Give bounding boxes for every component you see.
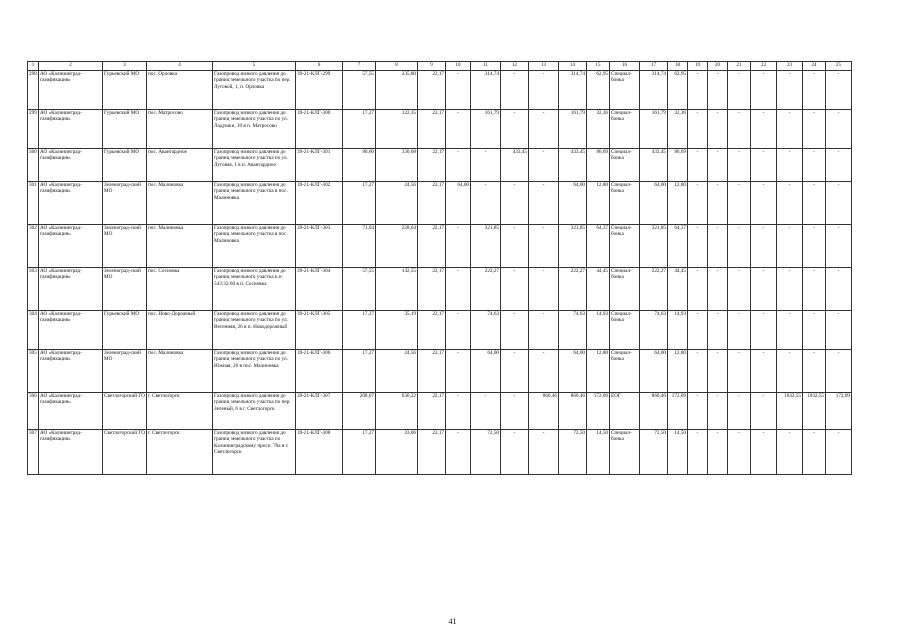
table-cell: -	[501, 268, 529, 311]
table-cell: -	[688, 350, 708, 393]
table-cell: 306	[28, 393, 39, 430]
table-cell: 860,46	[640, 393, 668, 430]
table-cell: -	[688, 182, 708, 225]
table-cell: -	[501, 350, 529, 393]
column-number: 12	[501, 62, 529, 71]
table-cell: -	[728, 268, 751, 311]
table-cell: 172,09	[587, 393, 610, 430]
table-cell: 208,07	[343, 393, 376, 430]
table-cell: 161,79	[640, 110, 668, 149]
table-cell: -	[751, 268, 777, 311]
table-cell: 71,04	[343, 225, 376, 268]
table-cell: 330,68	[376, 149, 418, 182]
table-cell: -	[728, 225, 751, 268]
table-cell: АО «Калининград-газификация»	[39, 430, 103, 475]
table-cell: Светлогорский ГО	[103, 393, 147, 430]
table-cell: -	[446, 225, 471, 268]
table-cell: пос. Матросово	[147, 110, 213, 149]
table-cell: 17,27	[343, 182, 376, 225]
table-row	[28, 225, 852, 268]
table-cell: 321,85	[559, 225, 587, 268]
column-number: 8	[376, 62, 418, 71]
table-cell: -	[446, 71, 471, 110]
table-cell: 860,46	[559, 393, 587, 430]
table-cell: -	[471, 393, 501, 430]
table-cell: 86,69	[587, 149, 610, 182]
table-cell: 22,17	[418, 71, 446, 110]
table-cell: -	[803, 225, 826, 268]
table-cell: -	[751, 149, 777, 182]
table-cell: 22,17	[418, 149, 446, 182]
table-cell: 24,56	[376, 350, 418, 393]
table-cell: 39-21-КЛГ-300	[296, 110, 343, 149]
table-cell: -	[751, 225, 777, 268]
table-cell: пос. Малиновка	[147, 182, 213, 225]
table-cell: 39-21-КЛГ-303	[296, 225, 343, 268]
table-cell: Газопровод низкого давления до границ земельного участка по ул. Ладушки, 10 в п. Матросово	[213, 110, 296, 149]
table-cell: Газопровод низкого давления до границ земельного участка в пос. Малиновка	[213, 182, 296, 225]
table-cell: -	[708, 149, 728, 182]
table-cell: Зеленоград-ский МО	[103, 225, 147, 268]
column-number: 23	[777, 62, 803, 71]
table-cell: -	[501, 430, 529, 475]
table-cell: -	[708, 311, 728, 350]
table-cell: 32,36	[668, 110, 688, 149]
table-cell: -	[803, 311, 826, 350]
table-cell: АО «Калининград-газификация»	[39, 149, 103, 182]
column-number: 21	[728, 62, 751, 71]
table-cell: 14,93	[587, 311, 610, 350]
table-cell: 64,37	[587, 225, 610, 268]
table-cell: -	[529, 311, 559, 350]
table-cell: 228,64	[376, 225, 418, 268]
table-cell: 57,55	[343, 71, 376, 110]
table-cell: 14,50	[668, 430, 688, 475]
table-cell: АО «Калининград-газификация»	[39, 311, 103, 350]
table-cell: 44,45	[668, 268, 688, 311]
table-row	[28, 350, 852, 393]
table-row	[28, 268, 852, 311]
table-cell: 321,85	[640, 225, 668, 268]
table-cell: 72,50	[640, 430, 668, 475]
table-cell: -	[446, 149, 471, 182]
table-cell: 39-21-КЛГ-305	[296, 311, 343, 350]
table-cell: Газопровод низкого давления до границ земельного участка по пер. Зеленый, 6 в г. Светлогорск	[213, 393, 296, 430]
column-number: 17	[640, 62, 668, 71]
table-cell: -	[529, 225, 559, 268]
table-cell: 74,63	[640, 311, 668, 350]
table-cell: -	[777, 182, 803, 225]
table-cell: -	[529, 268, 559, 311]
table-cell: 39-21-КЛГ-304	[296, 268, 343, 311]
table-cell: пос. Малиновка	[147, 225, 213, 268]
table-cell: -	[501, 71, 529, 110]
table-cell: Специал-бонка	[610, 268, 640, 311]
table-cell: 33,06	[376, 430, 418, 475]
table-cell: -	[728, 71, 751, 110]
table-cell: 62,95	[668, 71, 688, 110]
table-cell: Зеленоград-ский МО	[103, 268, 147, 311]
table-cell: 161,79	[559, 110, 587, 149]
table-cell: 12,80	[668, 350, 688, 393]
table-cell: -	[826, 311, 852, 350]
table-cell: АО «Калининград-газификация»	[39, 71, 103, 110]
table-cell: 321,85	[471, 225, 501, 268]
table-cell: -	[688, 393, 708, 430]
table-cell: АО «Калининград-газификация»	[39, 225, 103, 268]
table-row	[28, 182, 852, 225]
table-cell: Зеленоград-ский МО	[103, 350, 147, 393]
table-cell: -	[803, 268, 826, 311]
table-cell: -	[688, 149, 708, 182]
table-cell: 1032,55	[777, 393, 803, 430]
table-cell: 74,63	[559, 311, 587, 350]
column-number: 9	[418, 62, 446, 71]
table-cell: -	[751, 393, 777, 430]
table-cell: 62,95	[587, 71, 610, 110]
table-cell: 22,17	[418, 182, 446, 225]
table-cell: -	[777, 311, 803, 350]
table-cell: -	[777, 71, 803, 110]
table-cell: 22,17	[418, 393, 446, 430]
table-cell: -	[777, 350, 803, 393]
table-cell: -	[728, 182, 751, 225]
table-cell: Газопровод низкого давления до границ земельного участка по пер. Луговой, 1, п. Орловка	[213, 71, 296, 110]
table-cell: -	[501, 311, 529, 350]
table-cell: 64,00	[640, 350, 668, 393]
table-cell: 12,80	[668, 182, 688, 225]
table-cell: 161,79	[471, 110, 501, 149]
table-cell: 14,50	[587, 430, 610, 475]
table-cell: 1032,55	[803, 393, 826, 430]
table-cell: Газопровод низкого давления до границ земельного участка к.н. 543:32:60 в п. Сосновка	[213, 268, 296, 311]
table-cell: 35,19	[376, 311, 418, 350]
table-cell: -	[446, 430, 471, 475]
table-row	[28, 393, 852, 430]
table-cell: 22,17	[418, 350, 446, 393]
table-cell: 64,00	[559, 350, 587, 393]
table-cell: -	[708, 225, 728, 268]
table-cell: Гурьевский МО	[103, 110, 147, 149]
table-cell: пос. Орловка	[147, 71, 213, 110]
table-cell: -	[446, 311, 471, 350]
table-cell: -	[688, 311, 708, 350]
table-cell: АО «Калининград-газификация»	[39, 110, 103, 149]
table-cell: АО «Калининград-газификация»	[39, 393, 103, 430]
table-cell: Газопровод низкого давления до границ земельного участка по ул. Луговая, 1 в п. Авангардное	[213, 149, 296, 182]
column-number: 1	[28, 62, 39, 71]
column-number: 4	[147, 62, 213, 71]
table-cell: -	[803, 71, 826, 110]
table-row	[28, 311, 852, 350]
column-number: 25	[826, 62, 852, 71]
column-number: 13	[529, 62, 559, 71]
table-cell: 24,56	[376, 182, 418, 225]
table-cell: -	[728, 430, 751, 475]
table-cell: -	[751, 182, 777, 225]
page-number: 41	[448, 617, 457, 626]
table-cell: -	[501, 393, 529, 430]
table-cell: 222,27	[640, 268, 668, 311]
table-cell: -	[826, 110, 852, 149]
table-cell: -	[471, 182, 501, 225]
table-cell: -	[826, 149, 852, 182]
table-cell: 122,35	[376, 110, 418, 149]
table-cell: -	[777, 225, 803, 268]
table-cell: 860,46	[529, 393, 559, 430]
table-cell: 39-21-КЛГ-301	[296, 149, 343, 182]
table-cell: -	[751, 110, 777, 149]
table-cell: -	[529, 350, 559, 393]
table-cell: 32,36	[587, 110, 610, 149]
column-number: 5	[213, 62, 296, 71]
table-cell: -	[708, 393, 728, 430]
table-cell: Специал-бонка	[610, 430, 640, 475]
table-cell: -	[751, 71, 777, 110]
column-number: 18	[668, 62, 688, 71]
table-cell: 17,27	[343, 350, 376, 393]
column-number: 16	[610, 62, 640, 71]
table-cell: 235,80	[376, 71, 418, 110]
table-cell: 72,50	[471, 430, 501, 475]
table-row	[28, 430, 852, 475]
table-cell: -	[803, 182, 826, 225]
table-cell: -	[446, 350, 471, 393]
table-cell: 39-21-КЛГ-308	[296, 430, 343, 475]
table-cell: -	[529, 110, 559, 149]
table-cell: 22,17	[418, 311, 446, 350]
table-cell: 64,37	[668, 225, 688, 268]
table-cell: -	[688, 225, 708, 268]
table-cell: -	[777, 268, 803, 311]
table-cell: -	[501, 182, 529, 225]
table-cell: -	[728, 149, 751, 182]
column-number: 20	[708, 62, 728, 71]
table-cell: 305	[28, 350, 39, 393]
table-cell: пос. Ново-Дорожный	[147, 311, 213, 350]
table-cell: Специал-бонка	[610, 311, 640, 350]
table-cell: -	[803, 430, 826, 475]
table-cell: -	[751, 350, 777, 393]
table-cell: Специал-бонка	[610, 182, 640, 225]
table-cell: -	[529, 149, 559, 182]
table-cell: -	[728, 311, 751, 350]
table-cell: Газопровод низкого давления до границ земельного участка по ул. Южная, 26 в пос. Малиновка	[213, 350, 296, 393]
table-cell: АО «Калининград-газификация»	[39, 268, 103, 311]
column-number: 11	[471, 62, 501, 71]
table-cell: 22,17	[418, 430, 446, 475]
table-cell: -	[826, 268, 852, 311]
table-cell: -	[777, 430, 803, 475]
table-cell: 314,74	[471, 71, 501, 110]
column-number: 10	[446, 62, 471, 71]
table-cell: Гурьевский МО	[103, 71, 147, 110]
table-cell: 300	[28, 149, 39, 182]
column-number: 2	[39, 62, 103, 71]
table-cell: Специал-бонка	[610, 71, 640, 110]
table-cell: -	[751, 430, 777, 475]
table-cell: -	[708, 110, 728, 149]
table-cell: 172,09	[826, 393, 852, 430]
table-cell: 39-21-КЛГ-306	[296, 350, 343, 393]
table-cell: 64,00	[471, 350, 501, 393]
table-cell: ЕОГ	[610, 393, 640, 430]
table-cell: Специал-бонка	[610, 149, 640, 182]
table-cell: 222,27	[471, 268, 501, 311]
column-number: 24	[803, 62, 826, 71]
table-cell: 298	[28, 71, 39, 110]
column-number-row	[28, 62, 852, 71]
table-cell: Специал-бонка	[610, 225, 640, 268]
table-cell: -	[708, 268, 728, 311]
table-cell: 22,17	[418, 225, 446, 268]
table-cell: -	[501, 110, 529, 149]
table-cell: АО «Калининград-газификация»	[39, 350, 103, 393]
table-cell: 80,60	[343, 149, 376, 182]
table-cell: 630,22	[376, 393, 418, 430]
table-cell: -	[826, 350, 852, 393]
table-cell: 433,45	[640, 149, 668, 182]
table-cell: -	[826, 430, 852, 475]
table-cell: Гурьевский МО	[103, 149, 147, 182]
table-cell: Специал-бонка	[610, 350, 640, 393]
table-cell: -	[751, 311, 777, 350]
table-cell: -	[777, 149, 803, 182]
table-cell: 303	[28, 268, 39, 311]
table-cell: 302	[28, 225, 39, 268]
table-cell: -	[708, 182, 728, 225]
table-cell: 74,63	[471, 311, 501, 350]
column-number: 14	[559, 62, 587, 71]
table-cell: 57,55	[343, 268, 376, 311]
table-cell: 14,93	[668, 311, 688, 350]
table-cell: 17,27	[343, 110, 376, 149]
table-cell: г. Светлогорск	[147, 393, 213, 430]
table-cell: Зеленоград-ский МО	[103, 182, 147, 225]
table-cell: 433,45	[559, 149, 587, 182]
column-number: 22	[751, 62, 777, 71]
table-cell: Гурьевский МО	[103, 311, 147, 350]
table-cell: 314,74	[640, 71, 668, 110]
table-cell: -	[826, 182, 852, 225]
table-cell: Газопровод низкого давления до границ земельного участка в пос. Малиновка	[213, 225, 296, 268]
table-cell: 172,09	[668, 393, 688, 430]
table-cell: -	[826, 225, 852, 268]
table-cell: 64,00	[446, 182, 471, 225]
table-cell: 142,55	[376, 268, 418, 311]
table-cell: -	[728, 393, 751, 430]
table-cell: 314,74	[559, 71, 587, 110]
table-row	[28, 71, 852, 110]
column-number: 7	[343, 62, 376, 71]
table-cell: 39-21-КЛГ-299	[296, 71, 343, 110]
table-cell: 72,50	[559, 430, 587, 475]
table-cell: Газопровод низкого давления до границ земельного участка по Калининградскому просп. 70а в г. Светлогорск	[213, 430, 296, 475]
table-cell: -	[803, 110, 826, 149]
table-cell: -	[708, 350, 728, 393]
table-cell: 12,80	[587, 350, 610, 393]
table-cell: АО «Калининград-газификация»	[39, 182, 103, 225]
table-cell: -	[777, 110, 803, 149]
table-cell: 22,17	[418, 268, 446, 311]
table-cell: -	[471, 149, 501, 182]
table-cell: г. Светлогорск	[147, 430, 213, 475]
table-cell: 39-21-КЛГ-302	[296, 182, 343, 225]
table-cell: 64,00	[559, 182, 587, 225]
table-cell: -	[529, 430, 559, 475]
table-cell: 39-21-КЛГ-307	[296, 393, 343, 430]
table-cell: 44,45	[587, 268, 610, 311]
table-cell: -	[728, 110, 751, 149]
table-cell: -	[688, 430, 708, 475]
table-cell: -	[728, 350, 751, 393]
table-cell: 304	[28, 311, 39, 350]
table-cell: -	[708, 71, 728, 110]
table-cell: 22,17	[418, 110, 446, 149]
table-cell: Светлогорский ГО	[103, 430, 147, 475]
table-cell: 64,00	[640, 182, 668, 225]
table-cell: -	[803, 350, 826, 393]
table-row	[28, 110, 852, 149]
column-number: 19	[688, 62, 708, 71]
table-cell: 17,27	[343, 311, 376, 350]
table-row	[28, 149, 852, 182]
table-cell: 222,27	[559, 268, 587, 311]
table-cell: пос. Малиновка	[147, 350, 213, 393]
table-cell: -	[688, 71, 708, 110]
table-cell: -	[529, 182, 559, 225]
table-cell: пос. Авангардное	[147, 149, 213, 182]
table-cell: -	[501, 225, 529, 268]
table-cell: 433,45	[501, 149, 529, 182]
table-cell: -	[688, 268, 708, 311]
table-cell: 299	[28, 110, 39, 149]
table-cell: 86,69	[668, 149, 688, 182]
table-cell: -	[446, 393, 471, 430]
table-cell: -	[688, 110, 708, 149]
table-cell: 307	[28, 430, 39, 475]
table-cell: Специал-бонка	[610, 110, 640, 149]
table-cell: 12,80	[587, 182, 610, 225]
column-number: 3	[103, 62, 147, 71]
table-cell: -	[446, 110, 471, 149]
table-cell: пос. Сосновка	[147, 268, 213, 311]
table-cell: 301	[28, 182, 39, 225]
table-cell: -	[446, 268, 471, 311]
table-cell: -	[826, 71, 852, 110]
table-cell: -	[529, 71, 559, 110]
table-cell: 17,27	[343, 430, 376, 475]
registry-table	[27, 61, 852, 475]
table-cell: -	[803, 149, 826, 182]
column-number: 6	[296, 62, 343, 71]
table-cell: Газопровод низкого давления до границ земельного участка по ул. Весенняя, 26 в п. Новодорожный	[213, 311, 296, 350]
table-cell: -	[708, 430, 728, 475]
column-number: 15	[587, 62, 610, 71]
